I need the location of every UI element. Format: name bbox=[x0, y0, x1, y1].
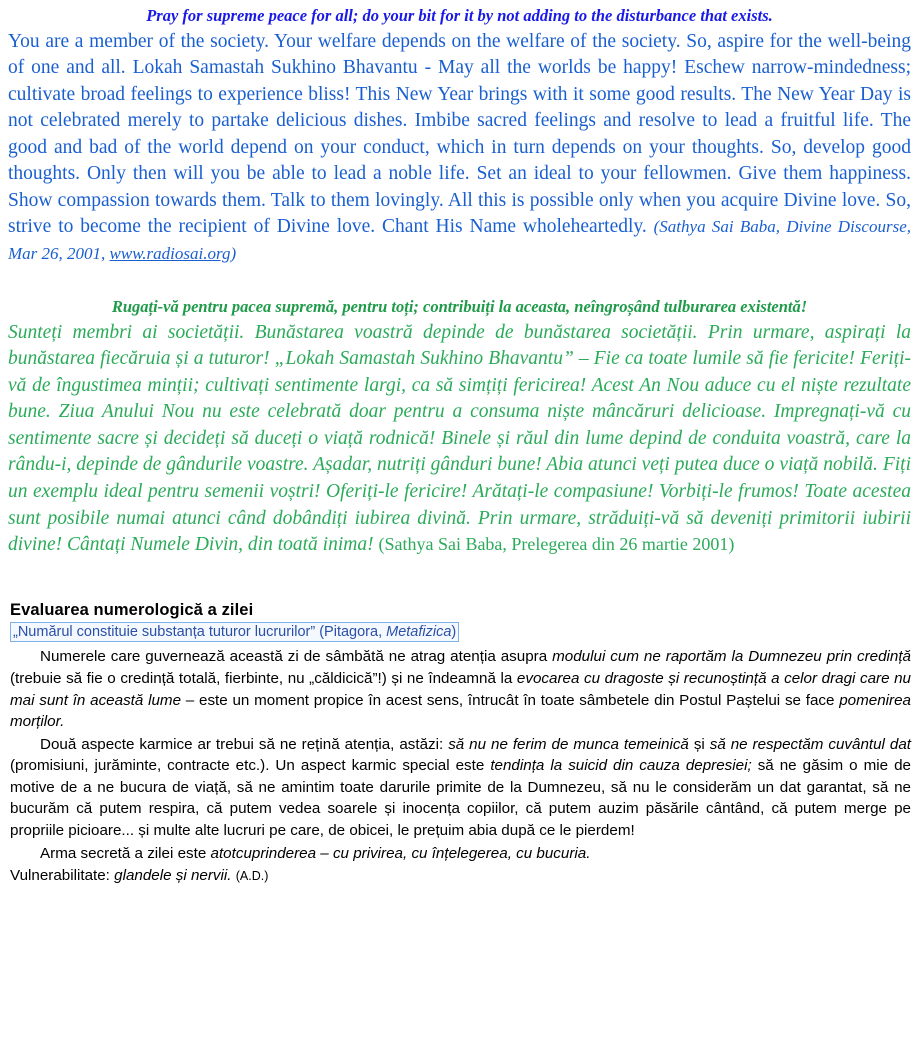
p1-a: Numerele care guvernează această zi de sâmbătă ne atrag atenția asupra bbox=[40, 648, 553, 666]
romanian-body bbox=[8, 320, 911, 559]
p4-initials: (A.D.) bbox=[235, 869, 269, 884]
p2-a: Două aspecte karmice ar trebui să ne rețină atenția, astăzi: bbox=[40, 735, 449, 753]
numerology-paragraph-2 bbox=[10, 734, 911, 842]
romanian-source: (Sathya Sai Baba, Prelegerea din 26 martie 2001) bbox=[378, 534, 735, 555]
p4-a: Vulnerabilitate: bbox=[10, 867, 115, 885]
english-source-prefix: (Sathya Sai Baba, Divine Discourse, Mar 26, 2001, bbox=[8, 217, 911, 263]
p3-a: Arma secretă a zilei este bbox=[40, 844, 211, 862]
quote-text: „Numărul constituie substanța tuturor lucrurilor” (Pitagora, bbox=[13, 623, 387, 640]
p2-d: să ne găsim o mie de motive de a ne bucura de viață, să ne amintim toate darurile primite de la Dumnezeu, să nu le considerăm un dat garantat, să ne bucurăm că putem respira, că putem vedea soarele și inocența copiilor, că putem auzim păsările cântând, că putem merge pe propriile picioare... și multe alte lucruri pe care, de obicei, le prețuim abia după ce le pierdem! bbox=[10, 757, 911, 839]
numerology-body bbox=[10, 646, 911, 886]
numerology-paragraph-4 bbox=[10, 865, 911, 887]
radiosai-link[interactable]: www.radiosai.org bbox=[109, 243, 231, 263]
p3-i1: atotcuprinderea – cu privirea, cu înțelegerea, cu bucuria. bbox=[210, 844, 591, 862]
romanian-body-text: Sunteți membri ai societății. Bunăstarea voastră depinde de bunăstarea societății. Prin urmare, aspirați la bunăstarea fiecăruia și a tuturor! „Lokah Samastah Sukhino Bhavantu” – Fie ca toate lumile să fie fericite! Feriți-vă de îngustimea minții; cultivați sentimente largi, ca să simțiți fericirea! Acest An Nou aduce cu el niște rezultate bune. Ziua Anului Nou nu este celebrată doar pentru a consuma niște mâncăruri delicioase. Impregnați-vă cu sentimente sacre și decideți să duceți o viață rodnică! Binele și răul din lume depind de conduita voastră, care la rându-i, depinde de gândurile voastre. Așadar, nutriți gânduri bune! Abia atunci veți putea duce o viață nobilă. Fiți un exemplu ideal pentru semenii voștri! Oferiți-le fericire! Arătați-le compasiune! Vorbiți-le frumos! Toate acestea sunt posibile numai atunci când dobândiți iubirea divină. Prin urmare, străduiți-vă să deveniți primitorii iubirii divine! Cântați Numele Divin, din toată inima! bbox=[8, 321, 911, 556]
quote-end: ) bbox=[451, 623, 457, 640]
quote-source-italic: Metafizica bbox=[386, 623, 452, 640]
numerology-title: Evaluarea numerologică a zilei bbox=[10, 600, 254, 619]
romanian-section bbox=[8, 297, 911, 558]
english-headline: Pray for supreme peace for all; do your bit for it by not adding to the disturbance that exists. bbox=[146, 6, 773, 25]
english-body-text: You are a member of the society. Your welfare depends on the welfare of the society. So, aspire for the well-being of one and all. Lokah Samastah Sukhino Bhavantu - May all the worlds be happy! Eschew narrow-mindedness; cultivate broad feelings to experience bliss! This New Year brings with it some good results. The New Year Day is not celebrated merely to partake delicious dishes. Imbibe sacred feelings and resolve to lead a fruitful life. The good and bad of the world depend on your conduct, which in turn depends on your thoughts. So, develop good thoughts. Only then will you be able to lead a noble life. Set an ideal to your fellowmen. Give them happiness. Show compassion towards them. Talk to them lovingly. All this is possible only when you acquire Divine love. So, strive to become the recipient of Divine love. Chant His Name wholeheartedly. bbox=[8, 30, 911, 238]
p2-i2: să ne respectăm cuvântul dat bbox=[709, 735, 911, 753]
english-source-suffix: ) bbox=[230, 243, 237, 263]
section-spacer bbox=[8, 267, 911, 297]
p4-i1: glandele și nervii. bbox=[114, 867, 232, 885]
numerology-paragraph-1 bbox=[10, 646, 911, 732]
p1-i1: modului cum ne raportăm la Dumnezeu prin credință bbox=[552, 648, 912, 666]
p1-i2: evocarea cu dragoste și recunoștință a celor dragi care nu mai sunt în această lume bbox=[10, 669, 911, 709]
pythagoras-quote-box[interactable] bbox=[10, 622, 459, 643]
p2-c: (promisiuni, jurăminte, contracte etc.). Un aspect karmic special este bbox=[10, 757, 491, 775]
section-spacer-2 bbox=[8, 559, 911, 601]
p1-i3: pomenirea morților. bbox=[10, 691, 911, 731]
english-body bbox=[8, 29, 911, 268]
p1-b: (trebuie să fie o credință totală, fierbinte, nu „căldicică”!) și ne îndeamnă la bbox=[10, 669, 517, 687]
p2-b: și bbox=[688, 735, 710, 753]
numerology-section bbox=[8, 601, 911, 887]
english-section bbox=[8, 6, 911, 267]
p1-c: – este un moment propice în acest sens, întrucât în toate sâmbetele din Postul Paștelui se face bbox=[181, 691, 840, 709]
romanian-headline: Rugați-vă pentru pacea supremă, pentru toți; contribuiți la aceasta, neîngroșând tulburarea existentă! bbox=[111, 297, 808, 317]
p2-i1: să nu ne ferim de munca temeinică bbox=[448, 735, 689, 753]
numerology-paragraph-3 bbox=[10, 843, 911, 865]
p2-i3: tendința la suicid din cauza depresiei; bbox=[490, 757, 752, 775]
